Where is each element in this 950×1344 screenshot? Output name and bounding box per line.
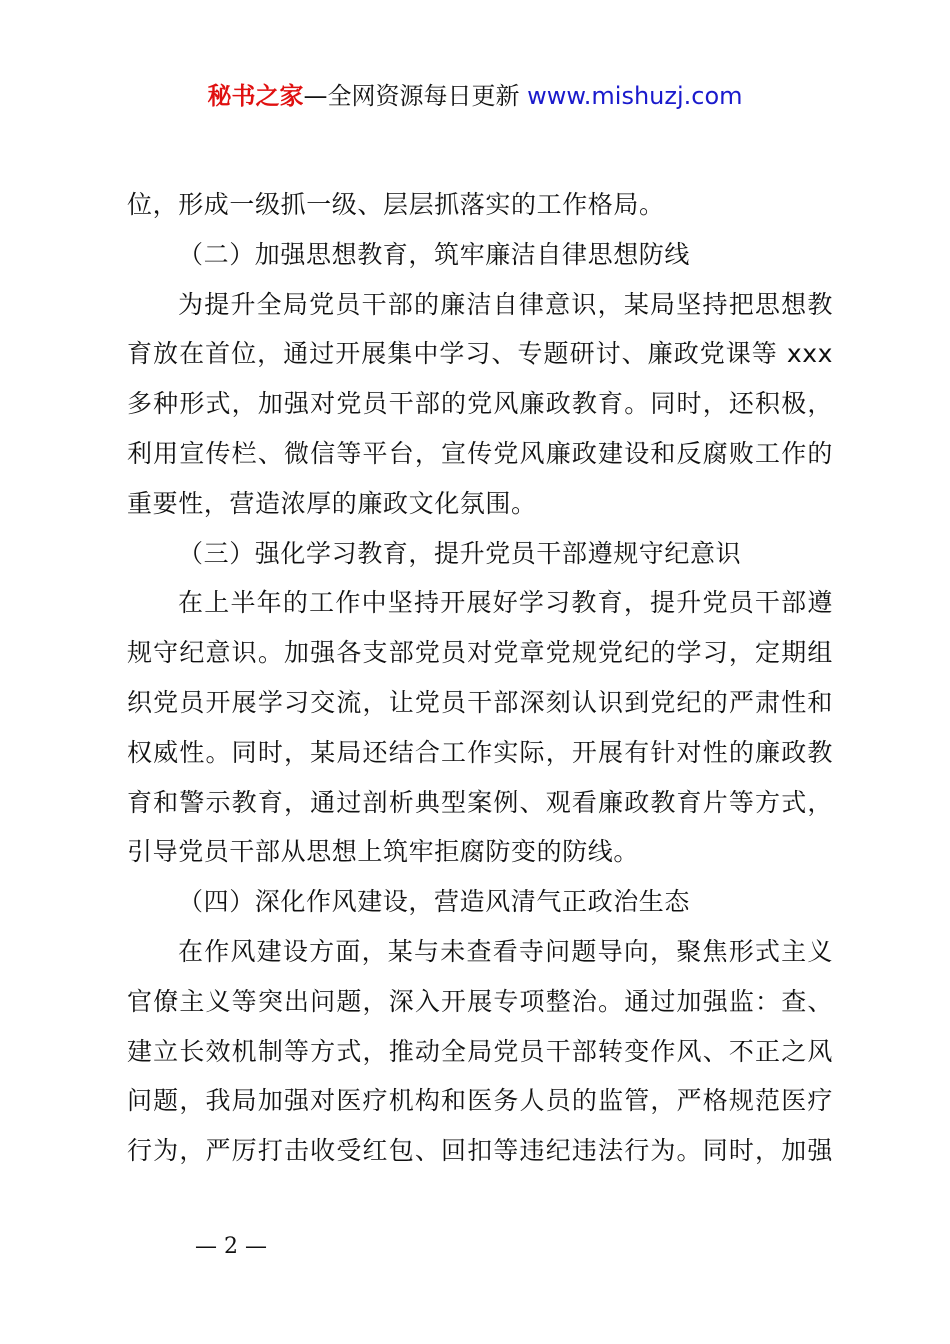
paragraph-line: 育放在首位，通过开展集中学习、专题研讨、廉政党课等 xxx bbox=[127, 339, 833, 369]
paragraph-line: 权威性。同时，某局还结合工作实际，开展有针对性的廉政教 bbox=[127, 737, 833, 767]
site-url-link[interactable]: www.mishuzj.com bbox=[527, 82, 743, 110]
site-tagline: —全网资源每日更新 bbox=[303, 82, 520, 110]
page-number: — 2 — bbox=[195, 1234, 267, 1259]
document-body bbox=[127, 180, 833, 1176]
paragraph-line: 利用宣传栏、微信等平台，宣传党风廉政建设和反腐败工作的 bbox=[127, 438, 833, 468]
paragraph-line: 织党员开展学习交流，让党员干部深刻认识到党纪的严肃性和 bbox=[127, 687, 833, 717]
paragraph-line: 重要性，营造浓厚的廉政文化氛围。 bbox=[127, 488, 537, 518]
paragraph-line: 问题，我局加强对医疗机构和医务人员的监管，严格规范医疗 bbox=[127, 1086, 833, 1116]
paragraph-line: 位，形成一级抓一级、层层抓落实的工作格局。 bbox=[127, 190, 665, 219]
paragraph-line: 多种形式，加强对党员干部的党风廉政教育。同时，还积极， bbox=[127, 389, 833, 419]
paragraph-line: 规守纪意识。加强各支部党员对党章党规党纪的学习，定期组 bbox=[127, 638, 833, 668]
paragraph-line: 育和警示教育，通过剖析典型案例、观看廉政教育片等方式， bbox=[127, 787, 833, 817]
section-heading-2: （二）加强思想教育，筑牢廉洁自律思想防线 bbox=[178, 239, 691, 269]
paragraph-line: 官僚主义等突出问题，深入开展专项整治。通过加强监：查、 bbox=[127, 986, 833, 1016]
paragraph-line: 建立长效机制等方式，推动全局党员干部转变作风、不正之风 bbox=[127, 1036, 833, 1066]
paragraph-line: 为提升全局党员干部的廉洁自律意识，某局坚持把思想教 bbox=[178, 289, 833, 319]
paragraph-line: 行为，严厉打击收受红包、回扣等违纪违法行为。同时，加强 bbox=[127, 1136, 833, 1166]
page-header bbox=[0, 78, 950, 114]
paragraph-line: 引导党员干部从思想上筑牢拒腐防变的防线。 bbox=[127, 837, 640, 867]
paragraph-line: 在上半年的工作中坚持开展好学习教育，提升党员干部遵 bbox=[178, 588, 833, 618]
section-heading-4: （四）深化作风建设，营造风清气正政治生态 bbox=[178, 887, 691, 917]
site-brand: 秘书之家 bbox=[207, 82, 304, 110]
section-heading-3: （三）强化学习教育，提升党员干部遵规守纪意识 bbox=[178, 538, 742, 568]
paragraph-line: 在作风建设方面，某与未查看寺问题导向，聚焦形式主义 bbox=[178, 936, 833, 966]
